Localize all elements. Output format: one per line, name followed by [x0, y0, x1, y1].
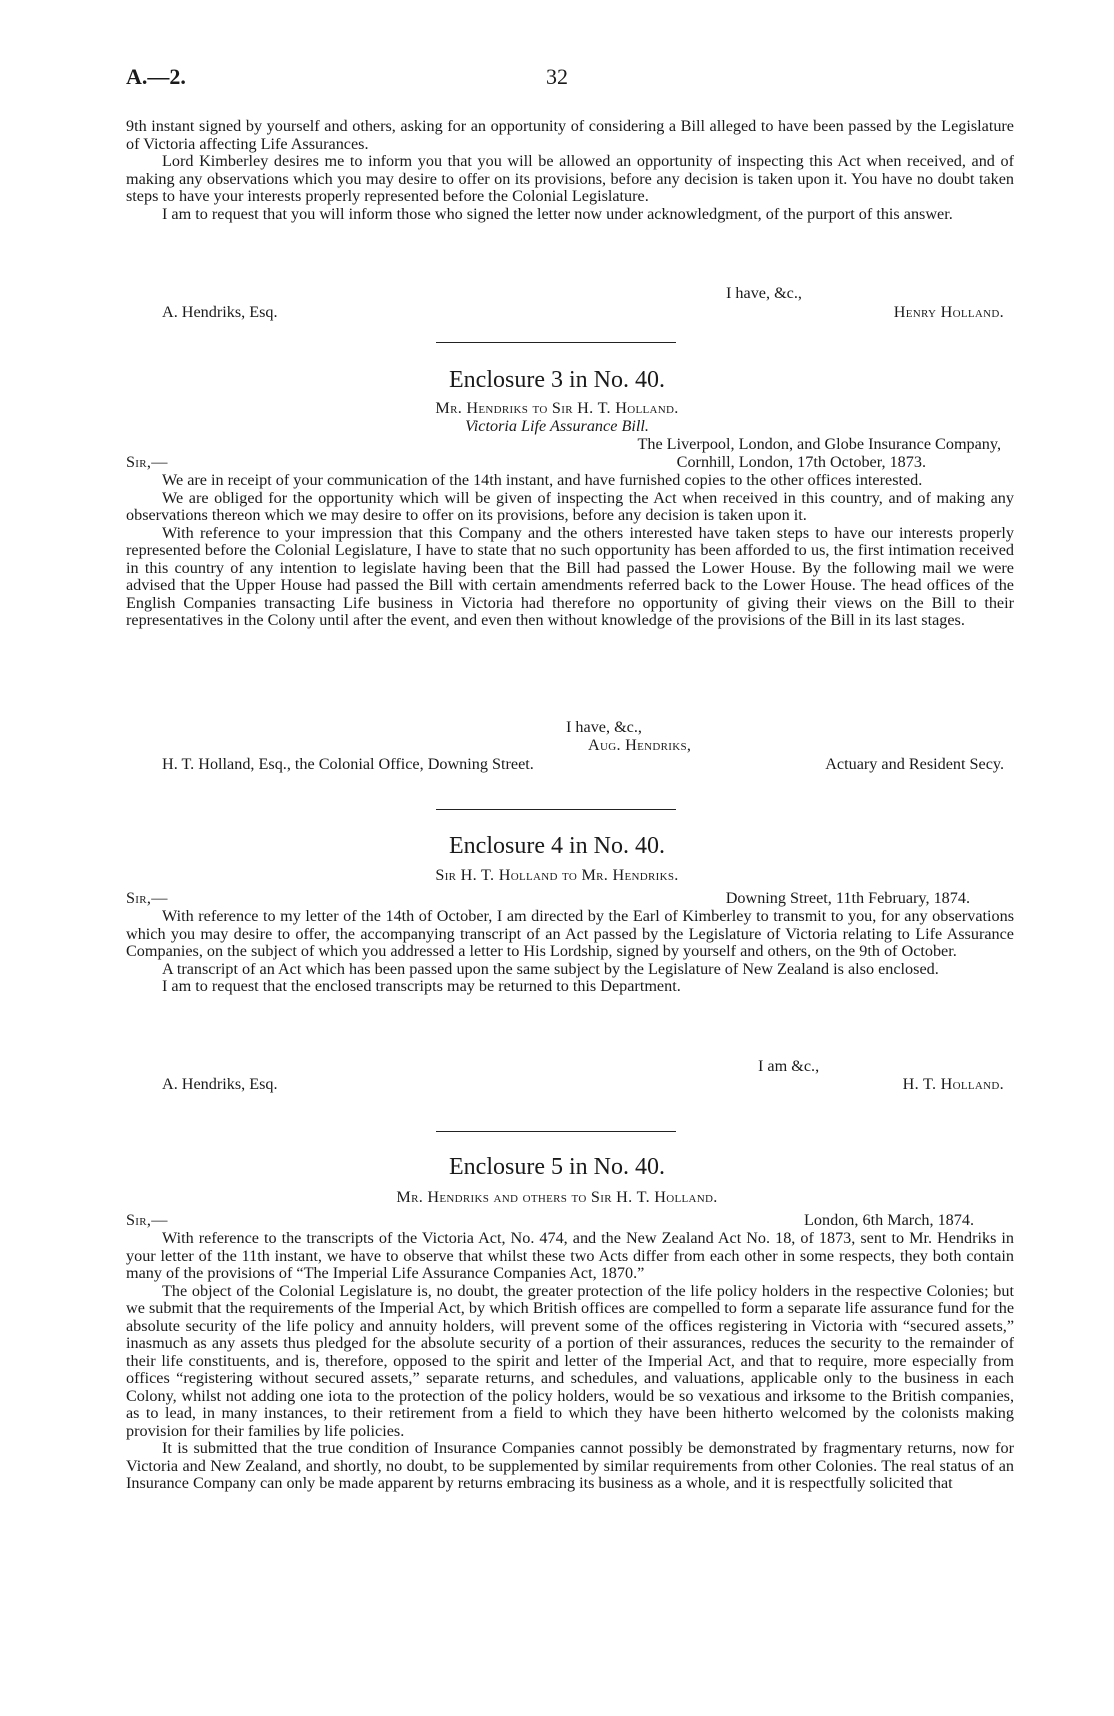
date-line: Downing Street, 11th February, 1874.: [725, 889, 970, 907]
signature-row: [126, 304, 1014, 322]
page-number: 32: [546, 64, 568, 89]
enclosure-4-body: [126, 908, 1014, 996]
signature-row: [126, 756, 1014, 774]
section-divider: [436, 342, 676, 343]
enclosure-3-address: The Liverpool, London, and Globe Insurance Company,: [637, 435, 1001, 453]
enclosure-3-from-to: Mr. Hendriks to Sir H. T. Holland.: [435, 399, 679, 417]
salutation: Sir,—: [126, 889, 168, 907]
paragraph: With reference to the transcripts of the Victoria Act, No. 474, and the New Zealand Act No. 18, of 1873, sent to Mr. Hendriks in your letter of the 11th instant, we have to observe that whilst these two Acts differ from each other in some respects, they both contain many of the provisions of “The Imperial Life Assurance Companies Act, 1870.”: [126, 1229, 1014, 1282]
enclosure-3-salutation-row: [126, 454, 1014, 472]
section-divider: [436, 1131, 676, 1132]
enclosure-3-subject: Victoria Life Assurance Bill.: [465, 417, 649, 435]
paragraph: We are in receipt of your communication of the 14th instant, and have furnished copies to the other offices interested.: [162, 471, 923, 489]
enclosure-3-body: [126, 472, 1014, 630]
signer-title: Actuary and Resident Secy.: [825, 755, 1004, 773]
closing: I have, &c.,: [726, 284, 802, 302]
enclosure-5-body: [126, 1230, 1014, 1493]
document-reference: A.—2.: [126, 64, 186, 89]
date-line: Cornhill, London, 17th October, 1873.: [676, 453, 926, 471]
paragraph: 9th instant signed by yourself and others, asking for an opportunity of considering a Bill alleged to have been passed by the Legislature of Victoria affecting Life Assurances.: [126, 117, 1014, 153]
enclosure-4-title: Enclosure 4 in No. 40.: [449, 833, 665, 859]
paragraph: With reference to your impression that this Company and the others interested have taken steps to have our interests properly represented before the Colonial Legislature, I have to state that no such opportunity has been afforded to us, the first intimation received in this country of any intention to legislate having been that the Bill had passed the Lower House. By the following mail we were advised that the Upper House had passed the Bill with certain amendments referred back to the Lower House. The head offices of the English Companies transacting Life business in Victoria had therefore no opportunity of giving their views on the Bill to their representatives in the Colony until after the event, and even then without knowledge of the provisions of the Bill in its last stages.: [126, 523, 1014, 629]
signature-row: [126, 1076, 1014, 1094]
closing: I have, &c.,: [566, 718, 642, 736]
enclosure-5-title: Enclosure 5 in No. 40.: [449, 1154, 665, 1180]
salutation: Sir,—: [126, 1211, 168, 1229]
enclosure-5-from-to: Mr. Hendriks and others to Sir H. T. Holland.: [396, 1188, 718, 1206]
closing: I am &c.,: [758, 1057, 820, 1075]
paragraph: A transcript of an Act which has been passed upon the same subject by the Legislature of New Zealand is also enclosed.: [162, 959, 939, 978]
enclosure-5-salutation-row: [126, 1212, 1014, 1230]
salutation: Sir,—: [126, 453, 168, 471]
signature: Aug. Hendriks,: [588, 736, 692, 754]
section-divider: [436, 809, 676, 810]
paragraph: The object of the Colonial Legislature is, no doubt, the greater protection of the life policy holders in the respective Colonies; but we submit that the requirements of the Imperial Act, by which British offices are compelled to form a separate life assurance fund for the absolute security of the life policy and annuity holders, will prevent some of the offices registering in Victoria with “secured assets,” inasmuch as any assets thus pledged for the absolute security of a portion of their assurances, reduces the security to the remainder of their life constituents, and is, therefore, opposed to the spirit and letter of the Imperial Act, and that to require, more especially from offices “registering without secured assets,” separate returns, and schedules, and valuations, applicable only to the business in each Colony, whilst not adding one iota to the protection of the policy holders, would be so vexatious and irksome to the British companies, as to lead, in many instances, to their retirement from a field to which they have been hitherto welcomed by the colonists making provision for their families by life policies.: [126, 1281, 1014, 1440]
paragraph: I am to request that you will inform those who signed the letter now under acknowledgment, of the purport of this answer.: [162, 204, 953, 223]
paragraph: It is submitted that the true condition of Insurance Companies cannot possibly be demonstrated by fragmentary returns, now for Victoria and New Zealand, and shortly, no doubt, to be supplemented by similar requirements from other Colonies. The real status of an Insurance Company can only be made apparent by returns embracing its business as a whole, and it is respectfully solicited that: [126, 1439, 1014, 1492]
enclosure-3-title: Enclosure 3 in No. 40.: [449, 367, 665, 393]
paragraph: With reference to my letter of the 14th of October, I am directed by the Earl of Kimberley to transmit to you, for any observations which you may desire to offer, the accompanying transcript of an Act passed by the Legislature of Victoria relating to Life Assurance Companies, on the subject of which you addressed a letter to His Lordship, signed by yourself and others, on the 9th of October.: [126, 907, 1014, 960]
paragraph: I am to request that the enclosed transcripts may be returned to this Department.: [162, 977, 681, 995]
date-line: London, 6th March, 1874.: [804, 1211, 974, 1229]
addressee: A. Hendriks, Esq.: [162, 303, 278, 321]
addressee: A. Hendriks, Esq.: [162, 1075, 278, 1093]
enclosure-4-salutation-row: [126, 890, 1014, 908]
signature: Henry Holland.: [893, 303, 1004, 321]
addressee: H. T. Holland, Esq., the Colonial Office, Downing Street.: [162, 755, 534, 773]
paragraph: Lord Kimberley desires me to inform you that you will be allowed an opportunity of inspecting this Act when received, and of making any observations which you may desire to offer on its provisions, before any decision is taken upon it. You have no doubt taken steps to have your interests properly represented before the Colonial Legislature.: [126, 152, 1014, 205]
previous-letter-body: [126, 118, 1014, 223]
signature: H. T. Holland.: [902, 1075, 1004, 1093]
paragraph: We are obliged for the opportunity which will be given of inspecting the Act when received in this country, and of making any observations thereon which we may desire to offer on its provisions, before any decision is taken upon it.: [126, 488, 1014, 524]
enclosure-4-from-to: Sir H. T. Holland to Mr. Hendriks.: [435, 866, 679, 884]
